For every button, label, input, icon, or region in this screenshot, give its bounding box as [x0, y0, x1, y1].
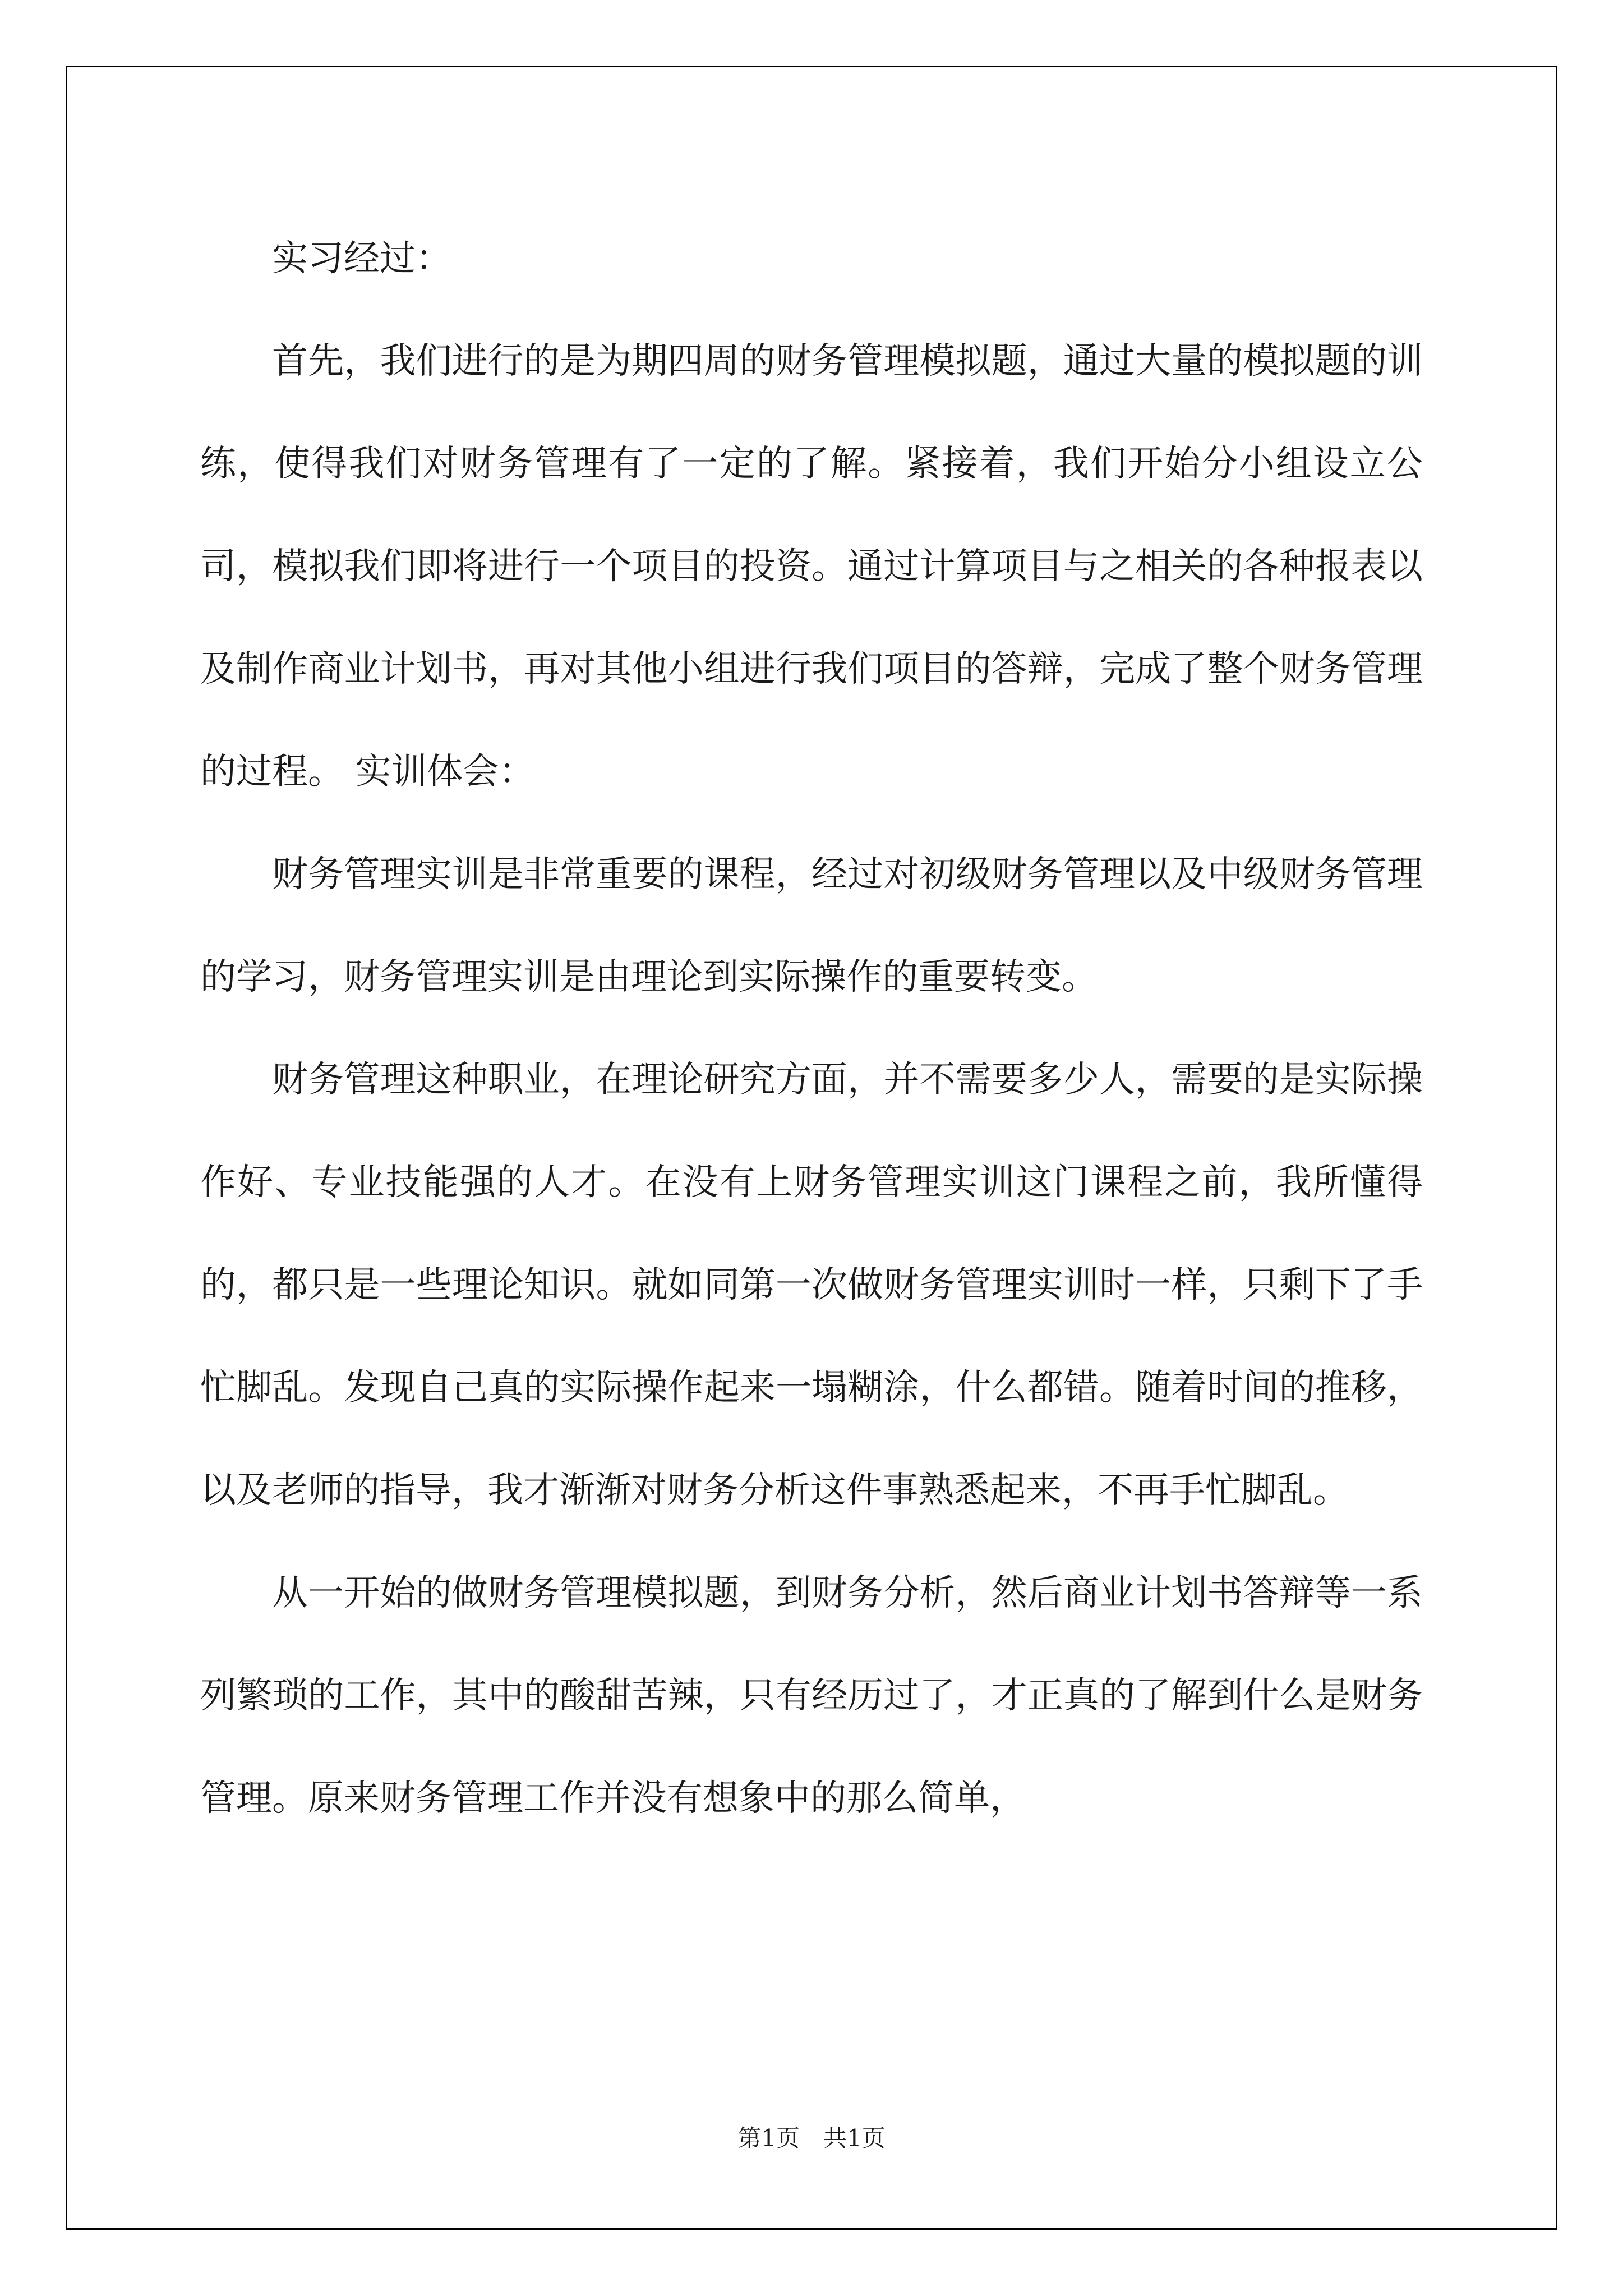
paragraph-4: 从一开始的做财务管理模拟题，到财务分析，然后商业计划书答辩等一系列繁琐的工作，其中的酸甜苦辣，只有经历过了，才正真的了解到什么是财务管理。原来财务管理工作并没有想象中的那么简单， — [200, 1572, 1423, 1819]
page-footer: 第1页 共1页 — [737, 2124, 886, 2152]
paragraph-2: 财务管理实训是非常重要的课程，经过对初级财务管理以及中级财务管理的学习，财务管理实训是由理论到实际操作的重要转变。 — [200, 854, 1423, 998]
paragraph-1: 首先，我们进行的是为期四周的财务管理模拟题，通过大量的模拟题的训练，使得我们对财务管理有了一定的了解。紧接着，我们开始分小组设立公司，模拟我们即将进行一个项目的投资。通过计算项目与之相关的各种报表以及制作商业计划书，再对其他小组进行我们项目的答辩，完成了整个财务管理的过程。 实训体会： — [200, 341, 1423, 793]
paragraph-heading-internship-process: 实习经过： — [272, 238, 451, 279]
paragraph-3: 财务管理这种职业，在理论研究方面，并不需要多少人，需要的是实际操作好、专业技能强的人才。在没有上财务管理实训这门课程之前，我所懂得的，都只是一些理论知识。就如同第一次做财务管理实训时一样，只剩下了手忙脚乱。发现自己真的实际操作起来一塌糊涂，什么都错。随着时间的推移，以及老师的指导，我才渐渐对财务分析这件事熟悉起来，不再手忙脚乱。 — [200, 1059, 1423, 1511]
document-body — [200, 208, 1423, 1850]
